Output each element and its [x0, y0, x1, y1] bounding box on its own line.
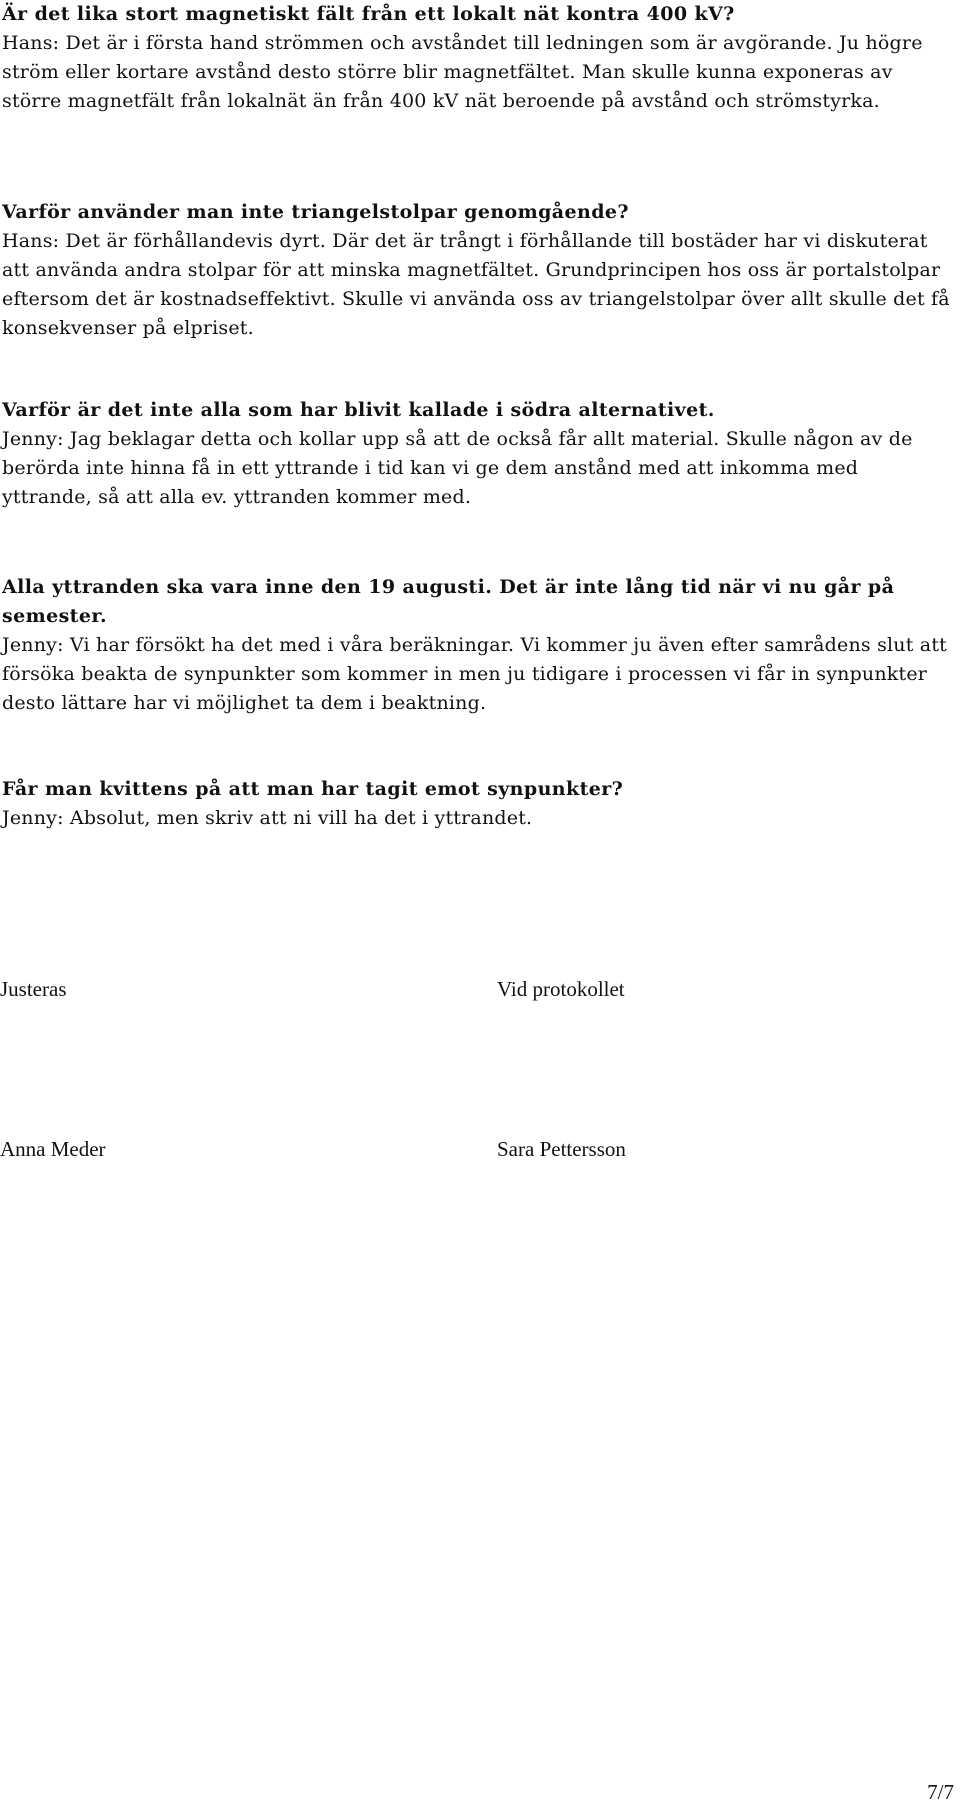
signature-title-justeras: Justeras: [0, 977, 67, 1001]
answer-paragraph: Jenny: Vi har försökt ha det med i våra beräkningar. Vi kommer ju även efter samrådens slut att försöka beakta de synpunkter som kommer in men ju tidigare i processen vi får in synpunkter desto lättare har vi möjlighet ta dem i beaktning.: [2, 634, 948, 714]
qa-section: [2, 198, 952, 343]
qa-section: [2, 396, 952, 512]
question-heading: Är det lika stort magnetiskt fält från ett lokalt nät kontra 400 kV?: [2, 3, 735, 25]
qa-section: [2, 573, 952, 718]
answer-paragraph: Hans: Det är förhållandevis dyrt. Där det är trångt i förhållande till bostäder har vi diskuterat att använda andra stolpar för att minska magnetfältet. Grundprincipen hos oss är portalstolpar eftersom det är kostnadseffektivt. Skulle vi använda oss av triangelstolpar över allt skulle det få konsekvenser på elpriset.: [2, 230, 950, 339]
signature-title-protokoll: Vid protokollet: [497, 977, 625, 1001]
question-heading: Varför använder man inte triangelstolpar genomgående?: [2, 201, 629, 223]
qa-section: [2, 0, 952, 116]
signature-name-left: Anna Meder: [0, 1137, 106, 1161]
answer-paragraph: Jenny: Absolut, men skriv att ni vill ha det i yttrandet.: [2, 807, 533, 829]
question-heading: Får man kvittens på att man har tagit emot synpunkter?: [2, 778, 624, 800]
answer-paragraph: Hans: Det är i första hand strömmen och avståndet till ledningen som är avgörande. Ju högre ström eller kortare avstånd desto större blir magnetfältet. Man skulle kunna exponeras av större magnetfält från lokalnät än från 400 kV nät beroende på avstånd och strömstyrka.: [2, 32, 923, 112]
question-heading: Alla yttranden ska vara inne den 19 augusti. Det är inte lång tid när vi nu går på semester.: [2, 576, 895, 627]
question-heading: Varför är det inte alla som har blivit kallade i södra alternativet.: [2, 399, 715, 421]
qa-section: [2, 775, 952, 833]
page-number: 7/7: [927, 1780, 954, 1804]
signature-name-right: Sara Pettersson: [497, 1137, 626, 1161]
answer-paragraph: Jenny: Jag beklagar detta och kollar upp så att de också får allt material. Skulle någon av de berörda inte hinna få in ett yttrande i tid kan vi ge dem anstånd med att inkomma med yttrande, så att alla ev. yttranden kommer med.: [2, 428, 913, 508]
